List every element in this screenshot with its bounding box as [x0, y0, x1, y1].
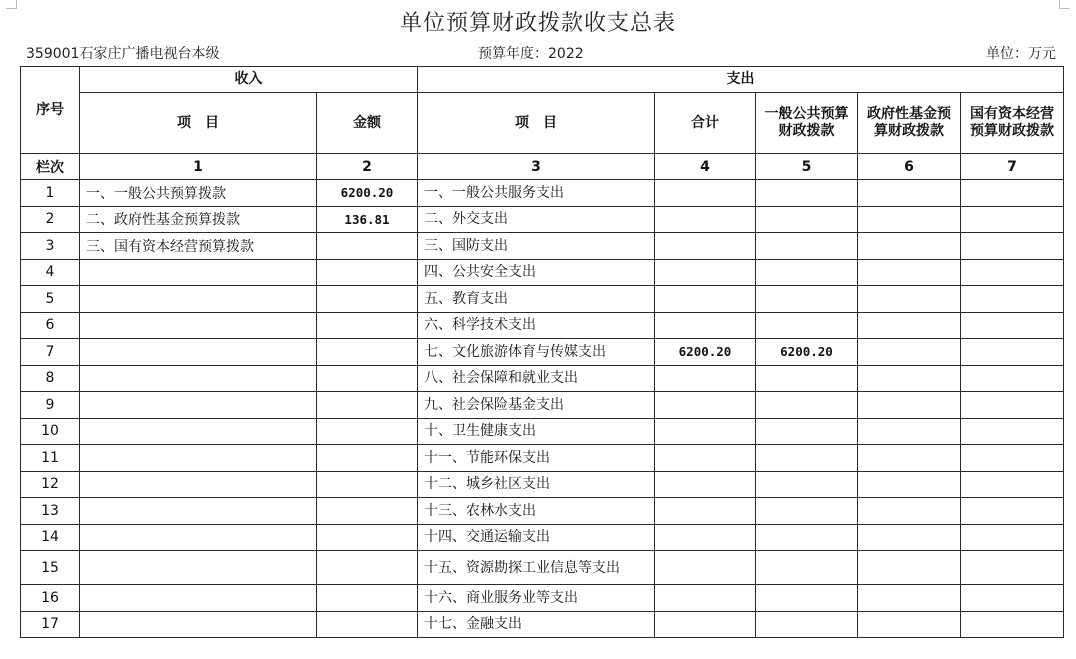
- total-cell: [655, 392, 756, 419]
- total-cell: [655, 365, 756, 392]
- gov-fund-cell: [858, 365, 961, 392]
- state-capital-cell: [961, 392, 1064, 419]
- state-capital-cell: [961, 524, 1064, 551]
- income-item-cell: [80, 498, 317, 525]
- income-amount-cell: [317, 339, 418, 366]
- expense-item-cell: 二、外交支出: [418, 206, 655, 233]
- seq-cell: 13: [21, 498, 80, 525]
- budget-year: 预算年度：2022: [478, 46, 584, 62]
- budget-summary-table: [20, 66, 1064, 638]
- table-row: [21, 365, 1064, 392]
- general-budget-cell: [756, 551, 858, 585]
- state-capital-cell: [961, 365, 1064, 392]
- general-budget-cell: [756, 180, 858, 207]
- gov-fund-cell: [858, 611, 961, 638]
- gov-fund-cell: [858, 498, 961, 525]
- seq-cell: 10: [21, 418, 80, 445]
- page-title: 单位预算财政拨款收支总表: [399, 11, 676, 36]
- expense-item-cell: 四、公共安全支出: [418, 259, 655, 286]
- income-item-cell: [80, 312, 317, 339]
- total-cell: [655, 611, 756, 638]
- general-budget-cell: [756, 365, 858, 392]
- column-index-cell: 2: [317, 154, 418, 180]
- gov-fund-cell: [858, 551, 961, 585]
- income-item-cell: [80, 445, 317, 472]
- column-index-cell: 5: [756, 154, 858, 180]
- total-cell: [655, 259, 756, 286]
- column-index-cell: 7: [961, 154, 1064, 180]
- gov-fund-cell: [858, 524, 961, 551]
- income-item-cell: 二、政府性基金预算拨款: [80, 206, 317, 233]
- expense-item-cell: 五、教育支出: [418, 286, 655, 313]
- income-amount-cell: [317, 392, 418, 419]
- income-item-cell: [80, 471, 317, 498]
- header-total: 合计: [655, 93, 756, 154]
- income-amount-cell: [317, 551, 418, 585]
- expense-item-cell: 十三、农林水支出: [418, 498, 655, 525]
- table-row: [21, 611, 1064, 638]
- state-capital-cell: [961, 180, 1064, 207]
- general-budget-cell: [756, 524, 858, 551]
- general-budget-cell: 6200.20: [756, 339, 858, 366]
- income-amount-cell: [317, 418, 418, 445]
- total-cell: [655, 312, 756, 339]
- income-amount-cell: [317, 611, 418, 638]
- state-capital-cell: [961, 233, 1064, 260]
- income-item-cell: [80, 392, 317, 419]
- column-index-cell: 栏次: [21, 154, 80, 180]
- expense-item-cell: 十七、金融支出: [418, 611, 655, 638]
- header-state-capital: 国有资本经营预算财政拨款: [961, 93, 1064, 154]
- state-capital-cell: [961, 585, 1064, 612]
- total-cell: 6200.20: [655, 339, 756, 366]
- income-item-cell: [80, 551, 317, 585]
- gov-fund-cell: [858, 206, 961, 233]
- seq-cell: 11: [21, 445, 80, 472]
- expense-item-cell: 三、国防支出: [418, 233, 655, 260]
- income-amount-cell: [317, 286, 418, 313]
- seq-cell: 16: [21, 585, 80, 612]
- general-budget-cell: [756, 233, 858, 260]
- income-amount-cell: [317, 471, 418, 498]
- gov-fund-cell: [858, 339, 961, 366]
- seq-cell: 1: [21, 180, 80, 207]
- income-item-cell: [80, 365, 317, 392]
- expense-item-cell: 九、社会保险基金支出: [418, 392, 655, 419]
- income-item-cell: [80, 259, 317, 286]
- general-budget-cell: [756, 312, 858, 339]
- header-seq: 序号: [21, 67, 80, 154]
- seq-cell: 17: [21, 611, 80, 638]
- total-cell: [655, 418, 756, 445]
- seq-cell: 5: [21, 286, 80, 313]
- general-budget-cell: [756, 206, 858, 233]
- seq-cell: 4: [21, 259, 80, 286]
- income-item-cell: [80, 339, 317, 366]
- total-cell: [655, 585, 756, 612]
- seq-cell: 9: [21, 392, 80, 419]
- unit-code-name: 359001石家庄广播电视台本级: [26, 46, 220, 62]
- total-cell: [655, 180, 756, 207]
- column-index-cell: 1: [80, 154, 317, 180]
- expense-item-cell: 八、社会保障和就业支出: [418, 365, 655, 392]
- header-income: 收入: [80, 67, 418, 93]
- income-item-cell: [80, 418, 317, 445]
- expense-item-cell: 一、一般公共服务支出: [418, 180, 655, 207]
- table-row: [21, 585, 1064, 612]
- general-budget-cell: [756, 611, 858, 638]
- state-capital-cell: [961, 418, 1064, 445]
- header-expense-item: 项 目: [418, 93, 655, 154]
- general-budget-cell: [756, 471, 858, 498]
- total-cell: [655, 286, 756, 313]
- total-cell: [655, 524, 756, 551]
- header-gov-fund: 政府性基金预算财政拨款: [858, 93, 961, 154]
- gov-fund-cell: [858, 233, 961, 260]
- seq-cell: 15: [21, 551, 80, 585]
- general-budget-cell: [756, 585, 858, 612]
- total-cell: [655, 206, 756, 233]
- table-row: [21, 498, 1064, 525]
- table-row: [21, 392, 1064, 419]
- total-cell: [655, 498, 756, 525]
- table-row: [21, 445, 1064, 472]
- table-row: [21, 286, 1064, 313]
- income-amount-cell: [317, 498, 418, 525]
- table-row: [21, 312, 1064, 339]
- unit-label: 单位：万元: [986, 46, 1056, 62]
- income-amount-cell: [317, 259, 418, 286]
- general-budget-cell: [756, 286, 858, 313]
- expense-item-cell: 十五、资源勘探工业信息等支出: [418, 551, 655, 585]
- state-capital-cell: [961, 551, 1064, 585]
- expense-item-cell: 七、文化旅游体育与传媒支出: [418, 339, 655, 366]
- expense-item-cell: 六、科学技术支出: [418, 312, 655, 339]
- gov-fund-cell: [858, 585, 961, 612]
- gov-fund-cell: [858, 286, 961, 313]
- state-capital-cell: [961, 471, 1064, 498]
- seq-cell: 7: [21, 339, 80, 366]
- state-capital-cell: [961, 259, 1064, 286]
- header-expense: 支出: [418, 67, 1064, 93]
- gov-fund-cell: [858, 180, 961, 207]
- state-capital-cell: [961, 611, 1064, 638]
- column-index-cell: 6: [858, 154, 961, 180]
- income-item-cell: [80, 524, 317, 551]
- state-capital-cell: [961, 339, 1064, 366]
- gov-fund-cell: [858, 471, 961, 498]
- general-budget-cell: [756, 392, 858, 419]
- general-budget-cell: [756, 259, 858, 286]
- income-amount-cell: [317, 365, 418, 392]
- total-cell: [655, 471, 756, 498]
- table-row: [21, 339, 1064, 366]
- state-capital-cell: [961, 445, 1064, 472]
- gov-fund-cell: [858, 312, 961, 339]
- table-row: [21, 259, 1064, 286]
- header-income-item: 项 目: [80, 93, 317, 154]
- table-row: [21, 233, 1064, 260]
- income-amount-cell: [317, 524, 418, 551]
- seq-cell: 8: [21, 365, 80, 392]
- income-amount-cell: [317, 445, 418, 472]
- state-capital-cell: [961, 498, 1064, 525]
- seq-cell: 2: [21, 206, 80, 233]
- table-row: [21, 418, 1064, 445]
- general-budget-cell: [756, 498, 858, 525]
- income-item-cell: [80, 611, 317, 638]
- column-index-cell: 4: [655, 154, 756, 180]
- general-budget-cell: [756, 418, 858, 445]
- state-capital-cell: [961, 312, 1064, 339]
- income-amount-cell: 136.81: [317, 206, 418, 233]
- expense-item-cell: 十六、商业服务业等支出: [418, 585, 655, 612]
- header-general-budget: 一般公共预算财政拨款: [756, 93, 858, 154]
- seq-cell: 6: [21, 312, 80, 339]
- income-amount-cell: [317, 312, 418, 339]
- column-index-cell: 3: [418, 154, 655, 180]
- gov-fund-cell: [858, 259, 961, 286]
- income-amount-cell: [317, 585, 418, 612]
- seq-cell: 12: [21, 471, 80, 498]
- table-body: [21, 180, 1064, 638]
- expense-item-cell: 十二、城乡社区支出: [418, 471, 655, 498]
- expense-item-cell: 十四、交通运输支出: [418, 524, 655, 551]
- expense-item-cell: 十、卫生健康支出: [418, 418, 655, 445]
- total-cell: [655, 551, 756, 585]
- header-income-amount: 金额: [317, 93, 418, 154]
- table-row: [21, 180, 1064, 207]
- state-capital-cell: [961, 206, 1064, 233]
- income-item-cell: [80, 286, 317, 313]
- total-cell: [655, 233, 756, 260]
- table-row: [21, 551, 1064, 585]
- income-item-cell: 三、国有资本经营预算拨款: [80, 233, 317, 260]
- table-row: [21, 471, 1064, 498]
- table-row: [21, 206, 1064, 233]
- gov-fund-cell: [858, 445, 961, 472]
- column-index-row: [21, 154, 1064, 180]
- total-cell: [655, 445, 756, 472]
- general-budget-cell: [756, 445, 858, 472]
- state-capital-cell: [961, 286, 1064, 313]
- income-item-cell: [80, 585, 317, 612]
- gov-fund-cell: [858, 392, 961, 419]
- seq-cell: 3: [21, 233, 80, 260]
- income-amount-cell: [317, 233, 418, 260]
- expense-item-cell: 十一、节能环保支出: [418, 445, 655, 472]
- income-item-cell: 一、一般公共预算拨款: [80, 180, 317, 207]
- seq-cell: 14: [21, 524, 80, 551]
- table-row: [21, 524, 1064, 551]
- income-amount-cell: 6200.20: [317, 180, 418, 207]
- gov-fund-cell: [858, 418, 961, 445]
